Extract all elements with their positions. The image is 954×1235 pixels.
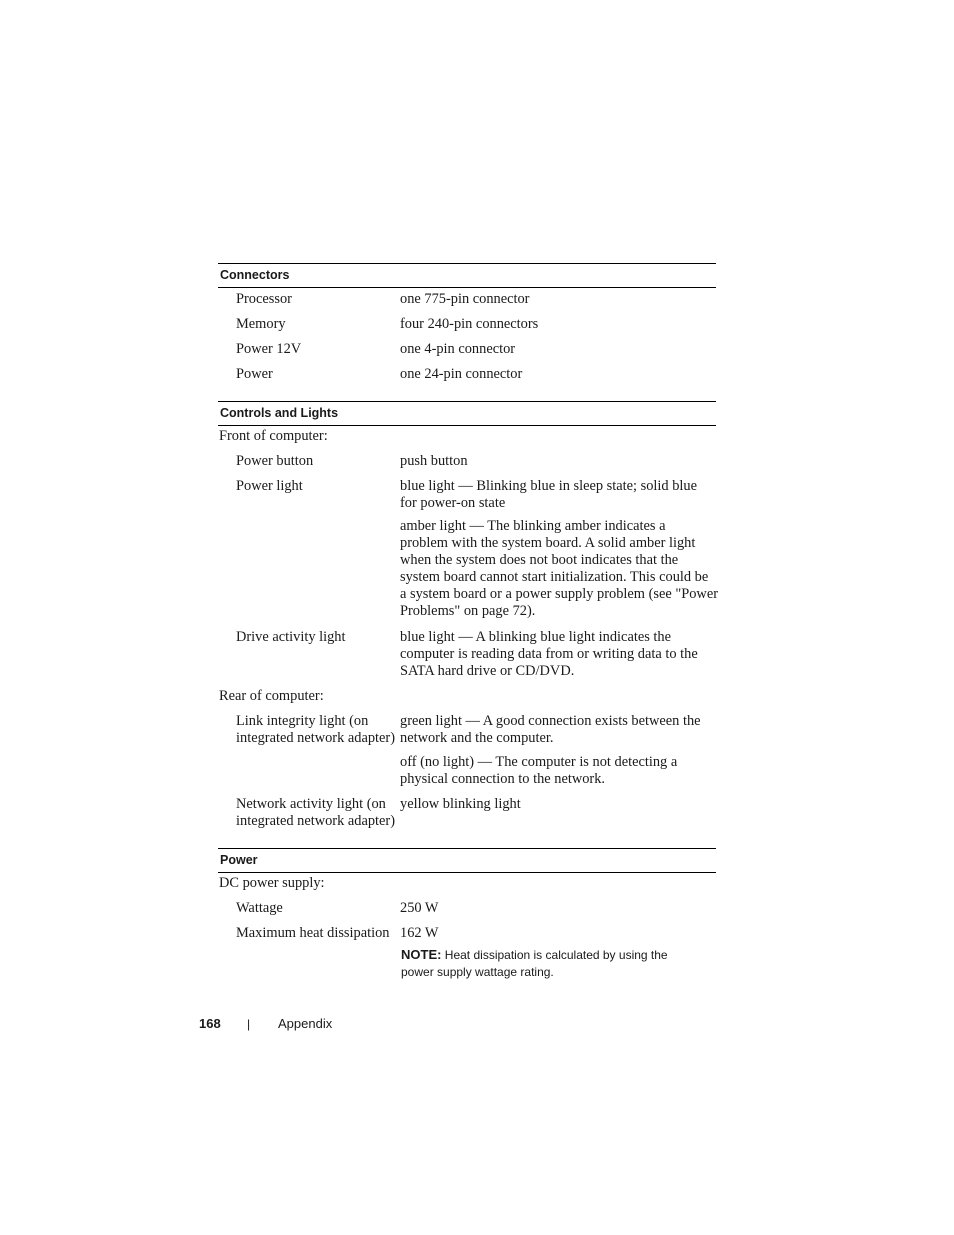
spec-label-link-light-1: Link integrity light (on xyxy=(236,713,369,729)
spec-label-link-light-2: integrated network adapter) xyxy=(236,730,396,746)
spec-value-power: one 24-pin connector xyxy=(400,366,523,382)
spec-label-power-12v: Power 12V xyxy=(236,341,302,357)
spec-label-power-light: Power light xyxy=(236,478,303,494)
spec-value-wattage: 250 W xyxy=(400,900,439,916)
spec-value-processor: one 775-pin connector xyxy=(400,291,530,307)
spec-value-link-off-2: physical connection to the network. xyxy=(400,771,606,787)
spec-value-power-light-amber-1: amber light — The blinking amber indicates a xyxy=(400,518,666,534)
footer-separator: | xyxy=(247,1017,251,1031)
spec-label-memory: Memory xyxy=(236,316,286,332)
page-number: 168 xyxy=(199,1016,221,1031)
spec-label-processor: Processor xyxy=(236,291,292,307)
spec-value-memory: four 240-pin connectors xyxy=(400,316,539,332)
spec-value-power-light-blue-2: for power-on state xyxy=(400,495,506,511)
spec-label-power: Power xyxy=(236,366,273,382)
footer-title: Appendix xyxy=(278,1016,333,1031)
spec-value-link-green-2: network and the computer. xyxy=(400,730,554,746)
spec-value-drive-light-1: blue light — A blinking blue light indicates the xyxy=(400,629,671,645)
spec-value-power-light-amber-2: problem with the system board. A solid amber light xyxy=(400,535,696,551)
section-title-power: Power xyxy=(218,848,716,873)
spec-value-network-light: yellow blinking light xyxy=(400,796,521,812)
spec-label-power-button: Power button xyxy=(236,453,314,469)
section-title-controls: Controls and Lights xyxy=(218,401,716,426)
spec-value-power-light-amber-3: when the system does not boot indicates that the xyxy=(400,552,679,568)
spec-value-power-light-blue-1: blue light — Blinking blue in sleep state; solid blue xyxy=(400,478,697,494)
note-text-2: power supply wattage rating. xyxy=(401,965,554,979)
rear-heading: Rear of computer: xyxy=(219,688,324,704)
note-label: NOTE: xyxy=(401,947,442,962)
spec-value-heat: 162 W xyxy=(400,925,439,941)
spec-label-heat: Maximum heat dissipation xyxy=(236,925,390,941)
spec-value-power-12v: one 4-pin connector xyxy=(400,341,516,357)
spec-value-drive-light-2: computer is reading data from or writing data to the xyxy=(400,646,698,662)
spec-value-link-off-1: off (no light) — The computer is not detecting a xyxy=(400,754,678,770)
spec-label-wattage: Wattage xyxy=(236,900,283,916)
spec-value-link-green-1: green light — A good connection exists between the xyxy=(400,713,701,729)
spec-label-network-light-2: integrated network adapter) xyxy=(236,813,396,829)
spec-label-drive-light: Drive activity light xyxy=(236,629,346,645)
section-title-connectors: Connectors xyxy=(218,263,716,288)
spec-value-power-light-amber-4: system board cannot start initialization. This could be xyxy=(400,569,709,585)
dc-power-heading: DC power supply: xyxy=(219,875,325,891)
spec-value-power-light-amber-5: a system board or a power supply problem (see "Power xyxy=(400,586,718,602)
front-heading: Front of computer: xyxy=(219,428,328,444)
note-text: Heat dissipation is calculated by using the xyxy=(444,948,668,962)
spec-value-power-button: push button xyxy=(400,453,468,469)
spec-value-power-light-amber-6: Problems" on page 72). xyxy=(400,603,536,619)
spec-value-drive-light-3: SATA hard drive or CD/DVD. xyxy=(400,663,575,679)
note-block xyxy=(401,946,721,981)
spec-label-network-light-1: Network activity light (on xyxy=(236,796,386,812)
